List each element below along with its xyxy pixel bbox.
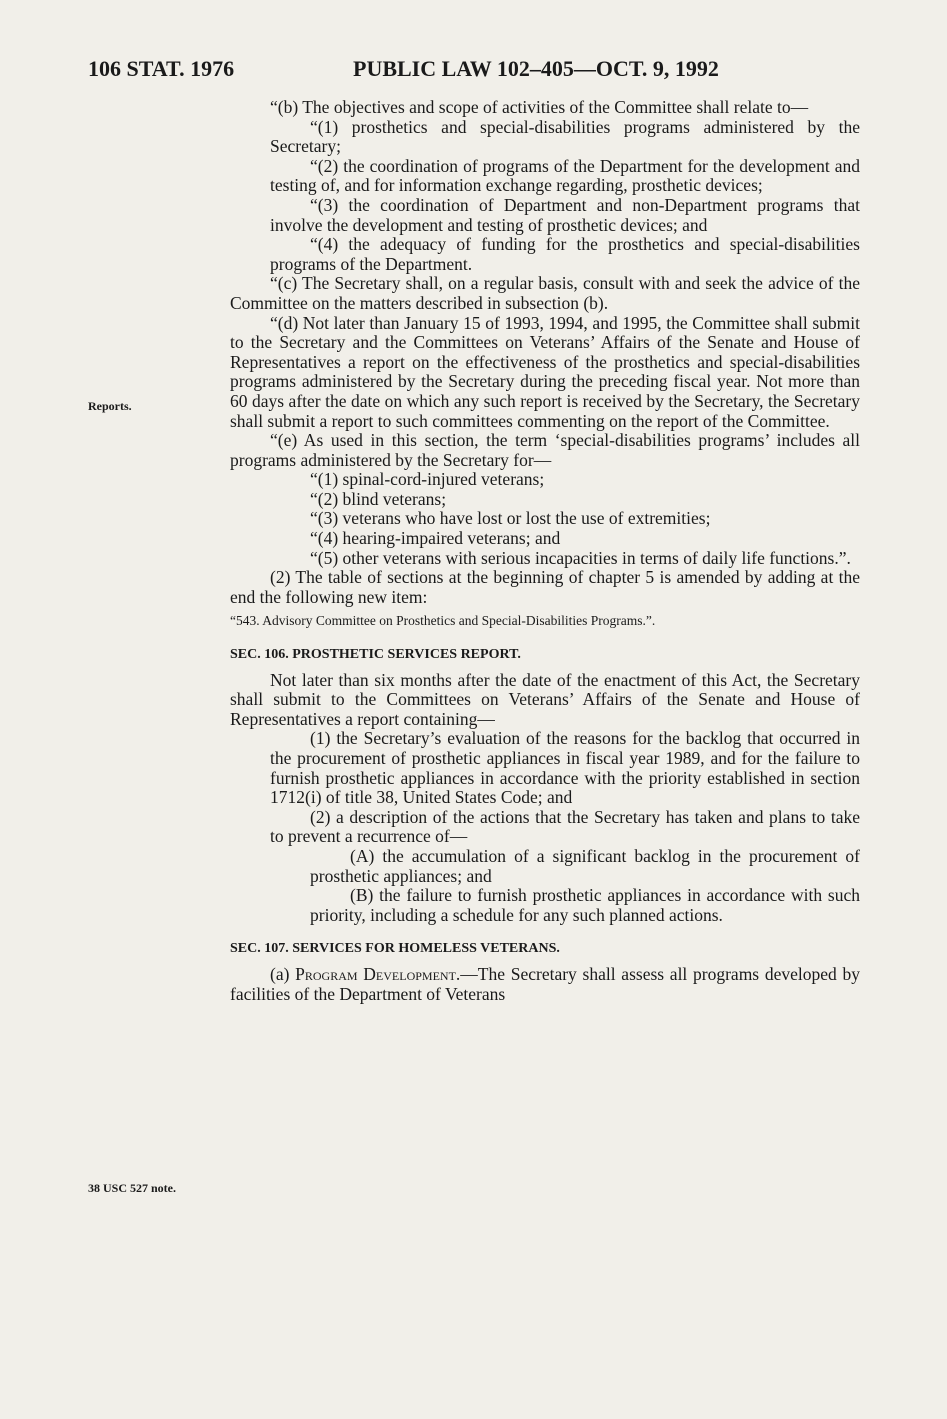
paragraph-b4: “(4) the adequacy of funding for the prosthetics and special-disabilities programs of the Department. bbox=[270, 234, 860, 274]
paragraph-e4: “(4) hearing-impaired veterans; and bbox=[310, 528, 561, 549]
section-107-paragraph-a bbox=[230, 965, 860, 1004]
statute-page-number: 106 STAT. 1976 bbox=[88, 56, 235, 81]
section-107-heading: SEC. 107. SERVICES FOR HOMELESS VETERANS. bbox=[230, 941, 560, 957]
table-of-sections-item: “543. Advisory Committee on Prosthetics and Special-Disabilities Programs.”. bbox=[230, 613, 656, 629]
margin-note-usc: 38 USC 527 note. bbox=[88, 1181, 177, 1195]
paragraph-a-heading: Program Development bbox=[295, 963, 456, 984]
paragraph-a-label: (a) bbox=[270, 963, 296, 984]
paragraph-e-intro: “(e) As used in this section, the term ‘special-disabilities programs’ includes all programs administered by the Secretary for— bbox=[230, 430, 860, 470]
paragraph-c: “(c) The Secretary shall, on a regular basis, consult with and seek the advice of the Committee on the matters described in subsection (b). bbox=[230, 273, 860, 313]
paragraph-a-text: .—The Secretary shall assess all programs developed by facilities of the Department of Veterans bbox=[230, 963, 860, 1004]
section-106-item-a: (A) the accumulation of a significant backlog in the procurement of prosthetic appliances; and bbox=[310, 845, 860, 886]
paragraph-b3: “(3) the coordination of Department and non-Department programs that involve the development and testing of prosthetic devices; and bbox=[270, 194, 860, 235]
document-body bbox=[230, 98, 860, 1004]
section-106-intro: Not later than six months after the date of the enactment of this Act, the Secretary shall submit to the Committees on Veterans’ Affairs of the Senate and House of Representatives a report containing— bbox=[230, 669, 860, 729]
paragraph-e3: “(3) veterans who have lost or lost the use of extremities; bbox=[310, 508, 711, 529]
public-law-title: PUBLIC LAW 102–405—OCT. 9, 1992 bbox=[353, 56, 719, 81]
section-106-item-b: (B) the failure to furnish prosthetic appliances in accordance with such priority, including a schedule for any such planned actions. bbox=[310, 885, 860, 925]
paragraph-b1: “(1) prosthetics and special-disabilities programs administered by the Secretary; bbox=[270, 116, 860, 157]
section-106-heading: SEC. 106. PROSTHETIC SERVICES REPORT. bbox=[230, 647, 521, 663]
paragraph-e5: “(5) other veterans with serious incapacities in terms of daily life functions.”. bbox=[310, 547, 851, 568]
paragraph-e2: “(2) blind veterans; bbox=[310, 488, 447, 509]
section-106-item-1: (1) the Secretary’s evaluation of the reasons for the backlog that occurred in the procurement of prosthetic appliances in fiscal year 1989, and for the failure to furnish prosthetic appliances in accordance with the priority established in section 1712(i) of title 38, United States Code; and bbox=[270, 728, 860, 808]
paragraph-b-intro: “(b) The objectives and scope of activities of the Committee shall relate to— bbox=[270, 97, 809, 117]
paragraph-2: (2) The table of sections at the beginning of chapter 5 is amended by adding at the end the following new item: bbox=[230, 567, 860, 607]
paragraph-b2: “(2) the coordination of programs of the Department for the development and testing of, and for information exchange regarding, prosthetic devices; bbox=[270, 155, 860, 196]
paragraph-e1: “(1) spinal-cord-injured veterans; bbox=[310, 469, 545, 490]
section-106-item-2: (2) a description of the actions that the Secretary has taken and plans to take to prevent a recurrence of— bbox=[270, 806, 860, 847]
margin-note-reports: Reports. bbox=[88, 399, 132, 413]
paragraph-d: “(d) Not later than January 15 of 1993, 1994, and 1995, the Committee shall submit to the Secretary and the Committees on Veterans’ Affairs of the Senate and House of Representatives a report on the effectiveness of the prosthetics and special-disabilities programs administered by the Secretary during the preceding fiscal year. Not more than 60 days after the date on which any such report is received by the Secretary, the Secretary shall submit a report to such committees commenting on the report of the Committee. bbox=[230, 312, 860, 431]
